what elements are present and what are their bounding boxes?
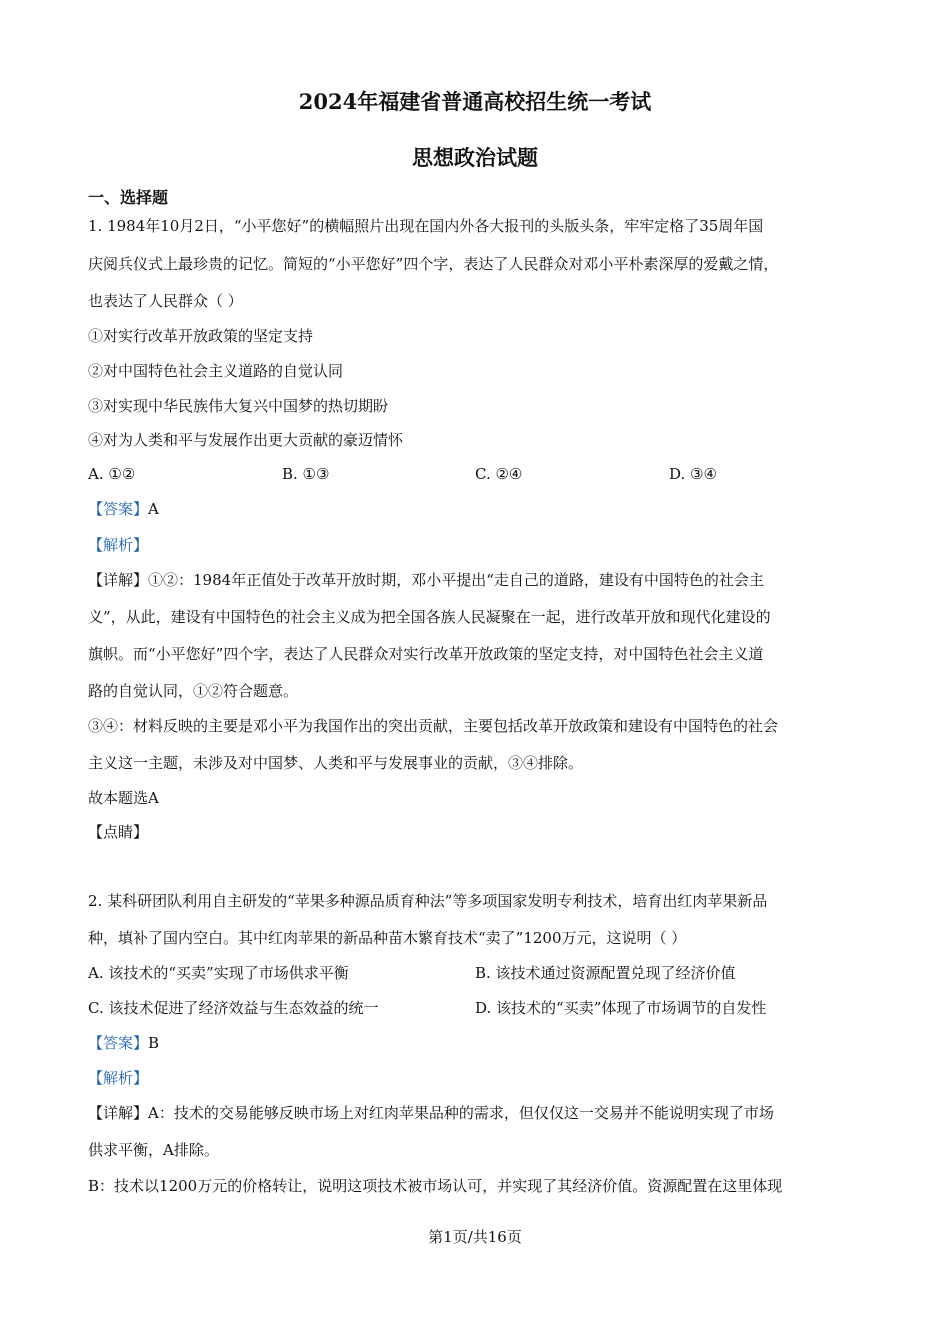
exam-subtitle: 思想政治试题: [412, 145, 538, 170]
analysis-tag: 【解析】: [88, 536, 149, 554]
section-heading: 一、选择题: [88, 188, 169, 207]
q1-item: ③对实现中华民族伟大复兴中国梦的热切期盼: [88, 397, 389, 415]
q1-detail-line: 义”，从此，建设有中国特色的社会主义成为把全国各族人民凝聚在一起，进行改革开放和现代化建设的: [88, 608, 771, 626]
q1-detail-line: ③④：材料反映的主要是邓小平为我国作出的突出贡献，主要包括改革开放政策和建设有中国特色的社会: [88, 717, 779, 735]
analysis-tag: 【解析】: [88, 1069, 149, 1087]
q1-item: ①对实行改革开放政策的坚定支持: [88, 327, 314, 345]
q2-detail-line: [88, 1103, 868, 1123]
q1-item: ④对为人类和平与发展作出更大贡献的豪迈情怀: [88, 431, 404, 449]
q1-option-a: A. ①②: [88, 465, 136, 483]
q1-answer: [88, 499, 868, 519]
q1-detail-line: [88, 570, 868, 590]
q2-analysis: [88, 1068, 868, 1088]
q1-detail-line: 旗帜。而“小平您好”四个字，表达了人民群众对实行改革开放政策的坚定支持，对中国特色社会主义道: [88, 645, 764, 663]
q1-stem-line: 也表达了人民群众（ ）: [88, 292, 243, 310]
detail-tag: 【详解】: [88, 571, 149, 589]
detail-text: A：技术的交易能够反映市场上对红肉苹果品种的需求，但仅仅这一交易并不能说明实现了市场: [148, 1104, 774, 1122]
q1-comment: 【点睛】: [88, 823, 149, 841]
answer-tag: 【答案】: [88, 1034, 149, 1052]
page-number: 第1页/共16页: [428, 1228, 522, 1246]
q1-item: ②对中国特色社会主义道路的自觉认同: [88, 362, 344, 380]
detail-text: ①②：1984年正值处于改革开放时期，邓小平提出“走自己的道路，建设有中国特色的社会主: [148, 571, 764, 589]
q1-option-c: C. ②④: [475, 465, 523, 483]
q2-stem-line: 种，填补了国内空白。其中红肉苹果的新品种苗木繁育技术“卖了”1200万元，这说明（ ）: [88, 929, 687, 947]
q1-detail-line: 路的自觉认同，①②符合题意。: [88, 682, 299, 700]
q1-stem-line: 庆阅兵仪式上最珍贵的记忆。简短的“小平您好”四个字，表达了人民群众对邓小平朴素深厚的爱戴之情，: [88, 255, 779, 273]
q2-option-c: C. 该技术促进了经济效益与生态效益的统一: [88, 999, 379, 1017]
q2-option-b: B. 该技术通过资源配置兑现了经济价值: [475, 964, 736, 982]
q2-option-a: A. 该技术的“买卖”实现了市场供求平衡: [88, 964, 349, 982]
answer-value: B: [148, 1034, 160, 1052]
q1-stem-line: 1. 1984年10月2日，“小平您好”的横幅照片出现在国内外各大报刊的头版头条，牢牢定格了35周年国: [88, 217, 764, 235]
q2-detail-line: 供求平衡，A排除。: [88, 1141, 219, 1159]
detail-tag: 【详解】: [88, 1104, 149, 1122]
answer-value: A: [148, 500, 159, 518]
answer-tag: 【答案】: [88, 500, 149, 518]
q1-detail-line: 故本题选A: [88, 789, 159, 807]
q1-detail-line: 主义这一主题，未涉及对中国梦、人类和平与发展事业的贡献，③④排除。: [88, 754, 584, 772]
q2-detail-line: B：技术以1200万元的价格转让，说明这项技术被市场认可，并实现了其经济价值。资源配置在这里体现: [88, 1177, 783, 1195]
exam-title: 2024年福建省普通高校招生统一考试: [298, 89, 652, 114]
q1-analysis: [88, 535, 868, 555]
q1-option-d: D. ③④: [669, 465, 717, 483]
q1-option-b: B. ①③: [282, 465, 330, 483]
q2-option-d: D. 该技术的“买卖”体现了市场调节的自发性: [475, 999, 767, 1017]
q2-stem-line: 2. 某科研团队利用自主研发的“苹果多种源品质育种法”等多项国家发明专利技术，培育出红肉苹果新品: [88, 892, 768, 910]
q2-answer: [88, 1033, 868, 1053]
